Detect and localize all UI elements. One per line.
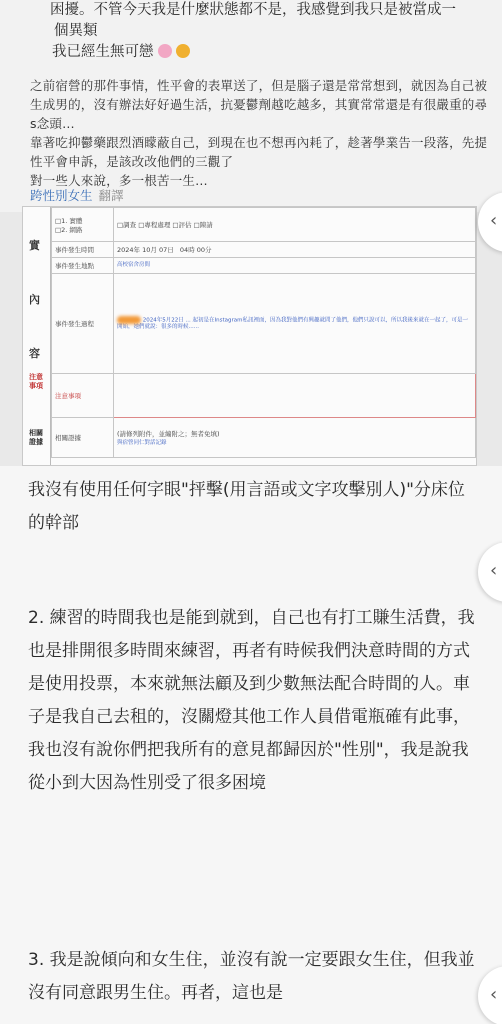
date-text: 2024年 10月 07日 — [117, 246, 174, 254]
weary-face-icon — [158, 44, 172, 58]
evidence-value — [114, 418, 476, 458]
side-label-4: 注意事項 — [29, 373, 43, 390]
response-paragraph-3: 3. 我是說傾向和女生住，並沒有說一定要跟女生住，但我並沒有同意跟男生住。再者，這也是 — [28, 950, 475, 1003]
post-text-section — [0, 0, 502, 212]
place-value: 高校宿舍房間 — [114, 258, 476, 274]
form-row-header-value: □調查 □專程處理 □評估 □陳請 — [114, 208, 476, 242]
note-label: 注意事項 — [52, 374, 114, 418]
hashtag-link[interactable]: 跨性別女生 — [30, 188, 93, 203]
note-value — [114, 374, 476, 418]
process-text: 2024年5月22日 ... 起初是在Instagram私訊裡面，因為我對他們有興趣就問了他們，他們只說可以，所以我後來就在一起了，可是一開始，她們就說：很多的時候...... — [117, 317, 468, 331]
response-paragraph-1: 我沒有使用任何字眼"抨擊(用言語或文字攻擊別人)"分床位的幹部 — [28, 480, 465, 533]
side-label-2: 內 — [29, 293, 40, 306]
post-tag-row — [30, 186, 124, 204]
redacted-mark — [117, 316, 141, 324]
chevron-left-icon: ‹ — [490, 984, 498, 1005]
form-row-header: □1. 實體 □2. 網路 — [52, 208, 114, 242]
evidence-label: 相關證據 — [52, 418, 114, 458]
process-label: 事件發生過程 — [52, 274, 114, 374]
chevron-left-icon: ‹ — [490, 560, 498, 581]
side-label-1: 實 — [29, 239, 40, 252]
evidence-hint: (請條列附件，並編附之；無者免填) — [117, 429, 220, 438]
evidence-text: 與宿營同仁對話記錄 — [117, 439, 167, 446]
time-text: 04時 00分 — [179, 246, 212, 254]
astonished-face-icon — [176, 44, 190, 58]
quote-block — [50, 0, 490, 63]
date-label: 事件發生時間 — [52, 242, 114, 258]
process-value — [114, 274, 476, 374]
place-label: 事件發生地點 — [52, 258, 114, 274]
form-table — [51, 207, 476, 458]
chevron-left-icon: ‹ — [490, 210, 498, 231]
post-body: 之前宿營的那件事情，性平會的表單送了，但是腦子還是常常想到，就因為自己被生成男的，沒有辦法好好過生活，抗憂鬱劑越吃越多，其實常常還是有很嚴重的尋s念頭… 靠著吃抑鬱藥跟烈酒矇蔽自己，到現在也不想再內耗了，趁著學業告一段落，先提性平會申訴，是該改改他們的三觀了 對一些人來說，多一根苦一生… — [30, 78, 488, 188]
quote-line-3 — [50, 42, 490, 63]
quote-line-3-text: 我已經生無可戀 — [52, 44, 154, 60]
translate-link[interactable]: 翻譯 — [98, 188, 124, 203]
date-value — [114, 242, 476, 258]
response-paragraph-2: 2. 練習的時間我也是能到就到，自己也有打工賺生活費，我也是排開很多時間來練習，再者有時候我們決意時間的方式是使用投票，本來就無法顧及到少數無法配合時間的人。車子是我自己去租的，沒關燈其他工作人員借電瓶確有此事，我也沒有說你們把我所有的意見都歸因於"性別"，我是說我從小到大因為性別受了很多困境 — [28, 608, 475, 793]
quote-line-1: 困擾。不管今天我是什麼狀態都不是，我感覺到我只是被當成一 — [50, 2, 456, 18]
side-label-3: 容 — [29, 347, 40, 360]
form-side-labels — [23, 207, 51, 465]
quote-line-2: 個異類 — [54, 23, 98, 39]
response-text-section — [0, 466, 502, 1024]
side-label-5: 相關證據 — [29, 429, 43, 446]
complaint-form-image — [22, 206, 477, 466]
